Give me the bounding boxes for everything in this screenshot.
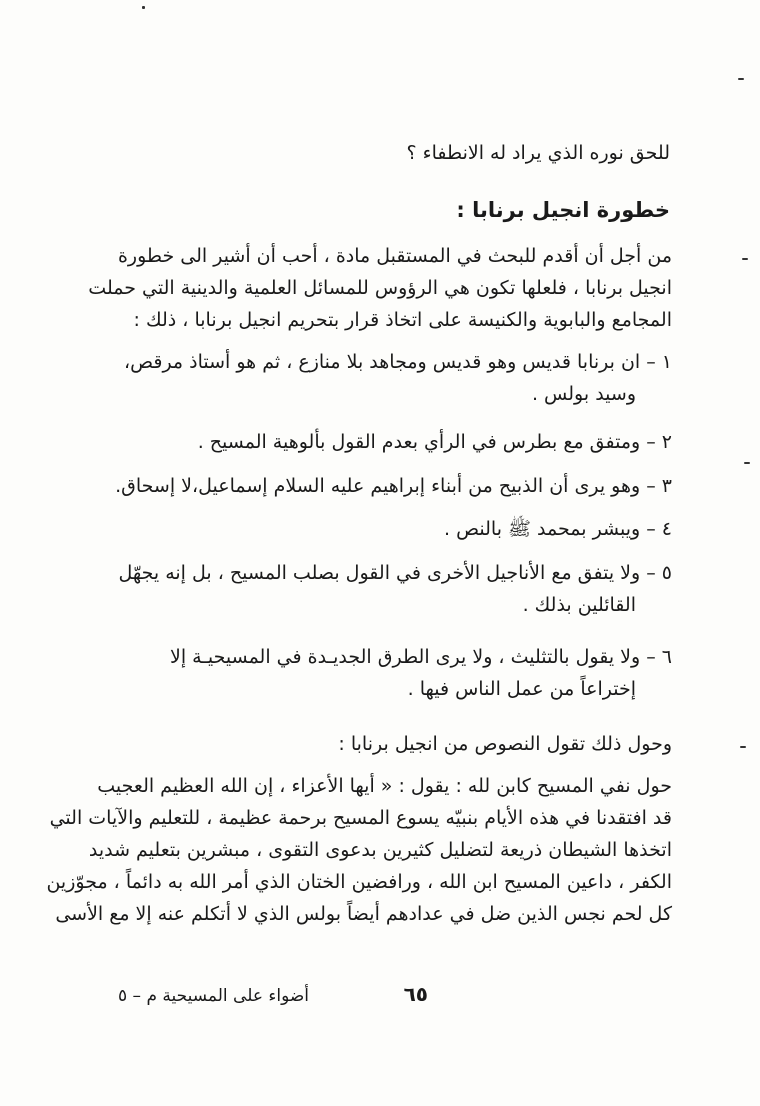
paragraph-line: قد افتقدنا في هذه الأيام بنبيّه يسوع المسيح برحمة عظيمة ، للتعليم والآيات التي (49, 807, 672, 829)
page-number: ٦٥ (403, 982, 428, 1006)
list-item (118, 346, 672, 410)
list-item-line: وسيد بولس . (531, 383, 636, 405)
paragraph-line: انجيل برنابا ، فلعلها تكون هي الرؤوس للمسائل العلمية والدينية التي حملت (88, 277, 672, 299)
list-item-line: ١ – ان برنابا قديس وهو قديس ومجاهد بلا منازع ، ثم هو أستاذ مرقص، (123, 351, 672, 373)
list-item (118, 426, 672, 458)
scan-speck (740, 746, 746, 748)
list-item-line: ٣ – وهو يرى أن الذبيح من أبناء إبراهيم عليه السلام إسماعيل،لا إسحاق. (115, 475, 672, 497)
paragraph-line: كل لحم نجس الذين ضل في عدادهم أيضاً بولس الذي لا أتكلم عنه إلا مع الأسى (55, 903, 672, 925)
scan-speck (742, 258, 748, 260)
scan-speck (744, 462, 750, 464)
scan-speck (142, 6, 145, 9)
list-item-line: ٥ – ولا يتفق مع الأناجيل الأخرى في القول بصلب المسيح ، بل إنه يجهّل (118, 562, 672, 584)
list-item (118, 513, 672, 545)
transition-line (118, 728, 672, 760)
page-footer (118, 982, 672, 1010)
opening-line: للحق نوره الذي يراد له الانطفاء ؟ (406, 142, 670, 164)
paragraph-line: الكفر ، داعين المسيح ابن الله ، ورافضين الختان الذي أمر الله به دائماً ، مجوّزين (46, 871, 672, 893)
intro-paragraph (88, 240, 672, 336)
quote-paragraph (46, 770, 672, 930)
list-item (118, 557, 672, 621)
list-item-line: إختراعاً من عمل الناس فيها . (407, 678, 636, 700)
paragraph-line: وحول ذلك تقول النصوص من انجيل برنابا : (338, 733, 672, 755)
list-item-line: القائلين بذلك . (522, 594, 636, 616)
section-heading: خطورة انجيل برنابا : (456, 198, 670, 222)
list-item-line: ٢ – ومتفق مع بطرس في الرأي بعدم القول بألوهية المسيح . (197, 431, 672, 453)
list-item-line: ٦ – ولا يقول بالتثليث ، ولا يرى الطرق الجديـدة في المسيحيـة إلا (169, 646, 672, 668)
list-item (118, 641, 672, 705)
list-item-line: ٤ – ويبشر بمحمد ﷺ بالنص . (444, 518, 672, 540)
paragraph-line: اتخذها الشيطان ذريعة لتضليل كثيرين بدعوى التقوى ، مبشرين بتعليم شديد (88, 839, 672, 861)
running-title: أضواء على المسيحية م – ٥ (118, 986, 310, 1006)
paragraph-line: من أجل أن أقدم للبحث في المستقبل مادة ، أحب أن أشير الى خطورة (117, 245, 672, 267)
paragraph-line: حول نفي المسيح كابن لله : يقول : « أيها الأعزاء ، إن الله العظيم العجيب (97, 775, 672, 797)
list-item (115, 470, 672, 502)
scan-speck (738, 78, 744, 80)
paragraph-line: المجامع والبابوية والكنيسة على اتخاذ قرار بتحريم انجيل برنابا ، ذلك : (133, 309, 672, 331)
